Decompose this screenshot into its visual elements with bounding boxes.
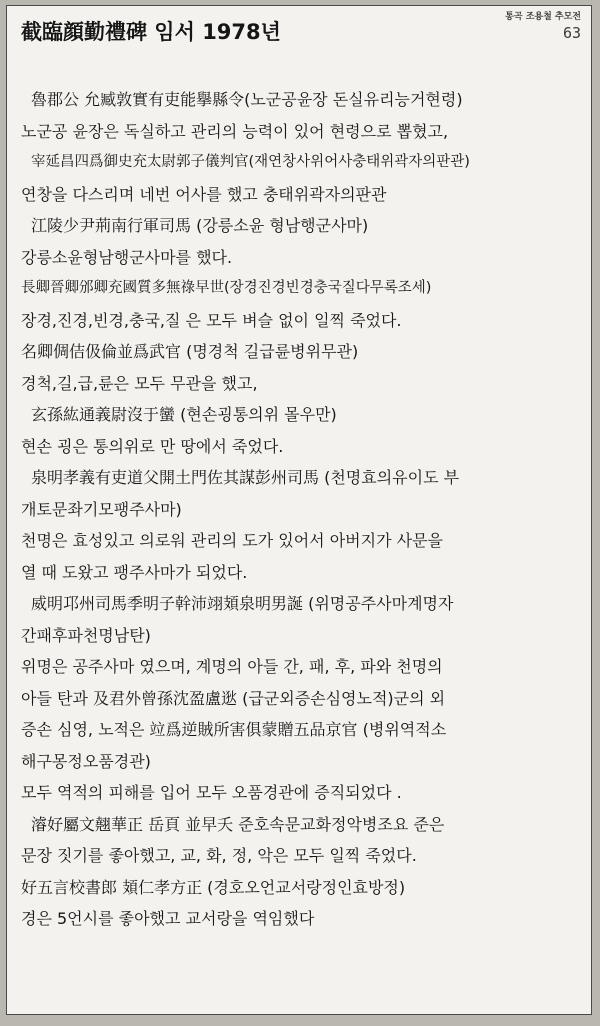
header [7,6,591,56]
text-line: 宰延昌四爲御史充太尉郭子儀判官(재연창사위어사충태위곽자의판관) [31,154,470,170]
text-line: 모두 역적의 피해를 입어 모두 오품경관에 증직되었다 . [21,783,402,802]
text-line: 名卿倜佶伋倫並爲武官 (명경척 길급륜병위무관) [21,342,359,361]
text-line: 천명은 효성있고 의로워 관리의 도가 있어서 아버지가 사문을 [21,531,444,550]
header-meta [505,9,581,42]
text-line: 好五言校書郎 頍仁孝方正 (경호오언교서랑정인효방정) [21,877,406,897]
text-line: 개토문좌기모팽주사마) [21,499,182,519]
text-line: 아들 탄과 及君外曾孫沈盈盧逖 (급군외증손심영노적)군의 외 [21,688,446,708]
text-line: 노군공 윤장은 독실하고 관리의 능력이 있어 현령으로 뽑혔고, [21,121,449,141]
body-text [21,84,585,935]
text-line: 해구몽정오품경관) [21,751,151,771]
text-line: 문장 짓기를 좋아했고, 교, 화, 정, 악은 모두 일찍 죽었다. [21,846,417,865]
page-number: 63 [562,24,581,42]
page-title: 截臨顔勤禮碑 임서 1978년 [21,20,281,44]
text-line: 威明邛州司馬季明子幹沛翊頍泉明男誕 (위명공주사마계명자 [31,594,454,613]
text-line: 증손 심영, 노적은 竝爲逆賊所害俱蒙贈五品京官 (병위역적소 [21,720,447,739]
text-line: 현손 굉은 통의위로 만 땅에서 죽었다. [21,436,284,456]
author-label: 통곡 조용철 추모전 [505,12,581,22]
text-line: 강릉소윤형남행군사마를 했다. [21,247,233,267]
text-line: 泉明孝義有吏道父開土門佐其謀彭州司馬 (천명효의유이도 부 [31,468,460,487]
text-line: 長卿晉卿邠卿充國質多無祿早世(장경진경빈경충국질다무록조세) [21,280,432,296]
text-line: 濬好屬文翹華正 岳頁 並早夭 준호속문교화정악병조요 준은 [31,814,445,834]
text-line: 경은 5언시를 좋아했고 교서랑을 역임했다 [21,909,315,928]
text-line: 위명은 공주사마 였으며, 계명의 아들 간, 패, 후, 파와 천명의 [21,657,443,676]
text-line: 魯郡公 允臧敦實有吏能擧縣令(노군공윤장 돈실유리능거현령) [31,90,463,109]
text-line: 玄孫紘通義尉沒于蠻 (현손굉통의위 몰우만) [31,405,337,424]
text-line: 경척,길,급,륜은 모두 무관을 했고, [21,373,258,393]
text-line: 열 때 도왔고 팽주사마가 되었다. [21,562,248,582]
text-line: 연창을 다스리며 네번 어사를 했고 충태위곽자의판관 [21,184,387,204]
text-line: 江陵少尹荊南行軍司馬 (강릉소윤 형남행군사마) [31,216,369,235]
text-panel [6,5,592,1015]
text-line: 장경,진경,빈경,충국,질 은 모두 벼슬 없이 일찍 죽었다. [21,310,402,330]
text-line: 간패후파천명남탄) [21,625,151,645]
